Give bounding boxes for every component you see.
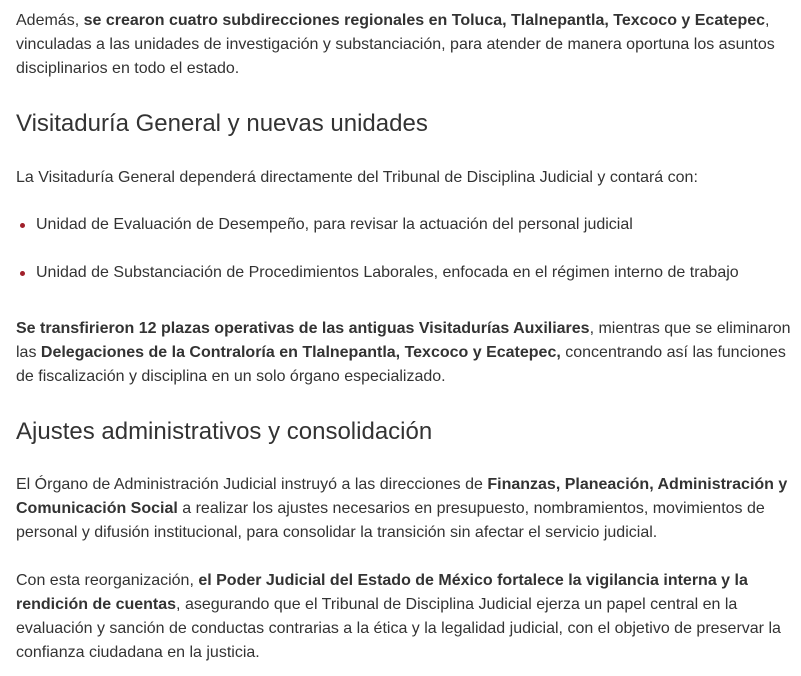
- bold-text: el Poder Judicial del Estado de México fortalece la vigilancia interna y la rendición de cuentas: [16, 572, 748, 613]
- text: , mientras que se eliminaron las: [16, 320, 791, 361]
- bold-text: Finanzas, Planeación, Administración y Comunicación Social: [16, 476, 788, 517]
- bold-text: se crearon cuatro subdirecciones regionales en Toluca, Tlalnepantla, Texcoco y Ecatepec: [83, 12, 766, 29]
- text: Además,: [16, 12, 84, 29]
- text: , vinculadas a las unidades de investigación y substanciación, para atender de manera oportuna los asuntos disciplinarios en todo el estado.: [16, 12, 775, 77]
- section-heading-visitaduria: Visitaduría General y nuevas unidades: [16, 110, 428, 137]
- section-heading-ajustes: Ajustes administrativos y consolidación: [16, 418, 433, 445]
- text: a realizar los ajustes necesarios en presupuesto, nombramientos, movimientos de personal y difusión institucional, para consolidar la transición sin afectar el servicio judicial.: [16, 500, 765, 541]
- paragraph-conclusion: [16, 569, 791, 665]
- text: El Órgano de Administración Judicial instruyó a las direcciones de: [16, 476, 488, 493]
- paragraph-regional-subdirections: [16, 9, 791, 81]
- list-item: Unidad de Substanciación de Procedimientos Laborales, enfocada en el régimen interno de trabajo: [16, 261, 791, 285]
- paragraph-transfers: [16, 317, 791, 389]
- text: Con esta reorganización,: [16, 572, 199, 589]
- list-item: Unidad de Evaluación de Desempeño, para revisar la actuación del personal judicial: [16, 213, 791, 237]
- text: concentrando así las funciones de fiscalización y disciplina en un solo órgano especializado.: [16, 344, 786, 385]
- text: , asegurando que el Tribunal de Disciplina Judicial ejerza un papel central en la evaluación y sanción de conductas contrarias a la ética y la legalidad judicial, con el objetivo de preservar la confianza ciudadana en la justicia.: [16, 596, 781, 661]
- paragraph-visitaduria-intro: La Visitaduría General dependerá directamente del Tribunal de Disciplina Judicial y contará con:: [16, 169, 698, 186]
- bold-text: Delegaciones de la Contraloría en Tlalnepantla, Texcoco y Ecatepec,: [40, 344, 561, 361]
- paragraph-administrative-adjustments: [16, 473, 791, 545]
- bold-text: Se transfirieron 12 plazas operativas de las antiguas Visitadurías Auxiliares: [16, 320, 590, 337]
